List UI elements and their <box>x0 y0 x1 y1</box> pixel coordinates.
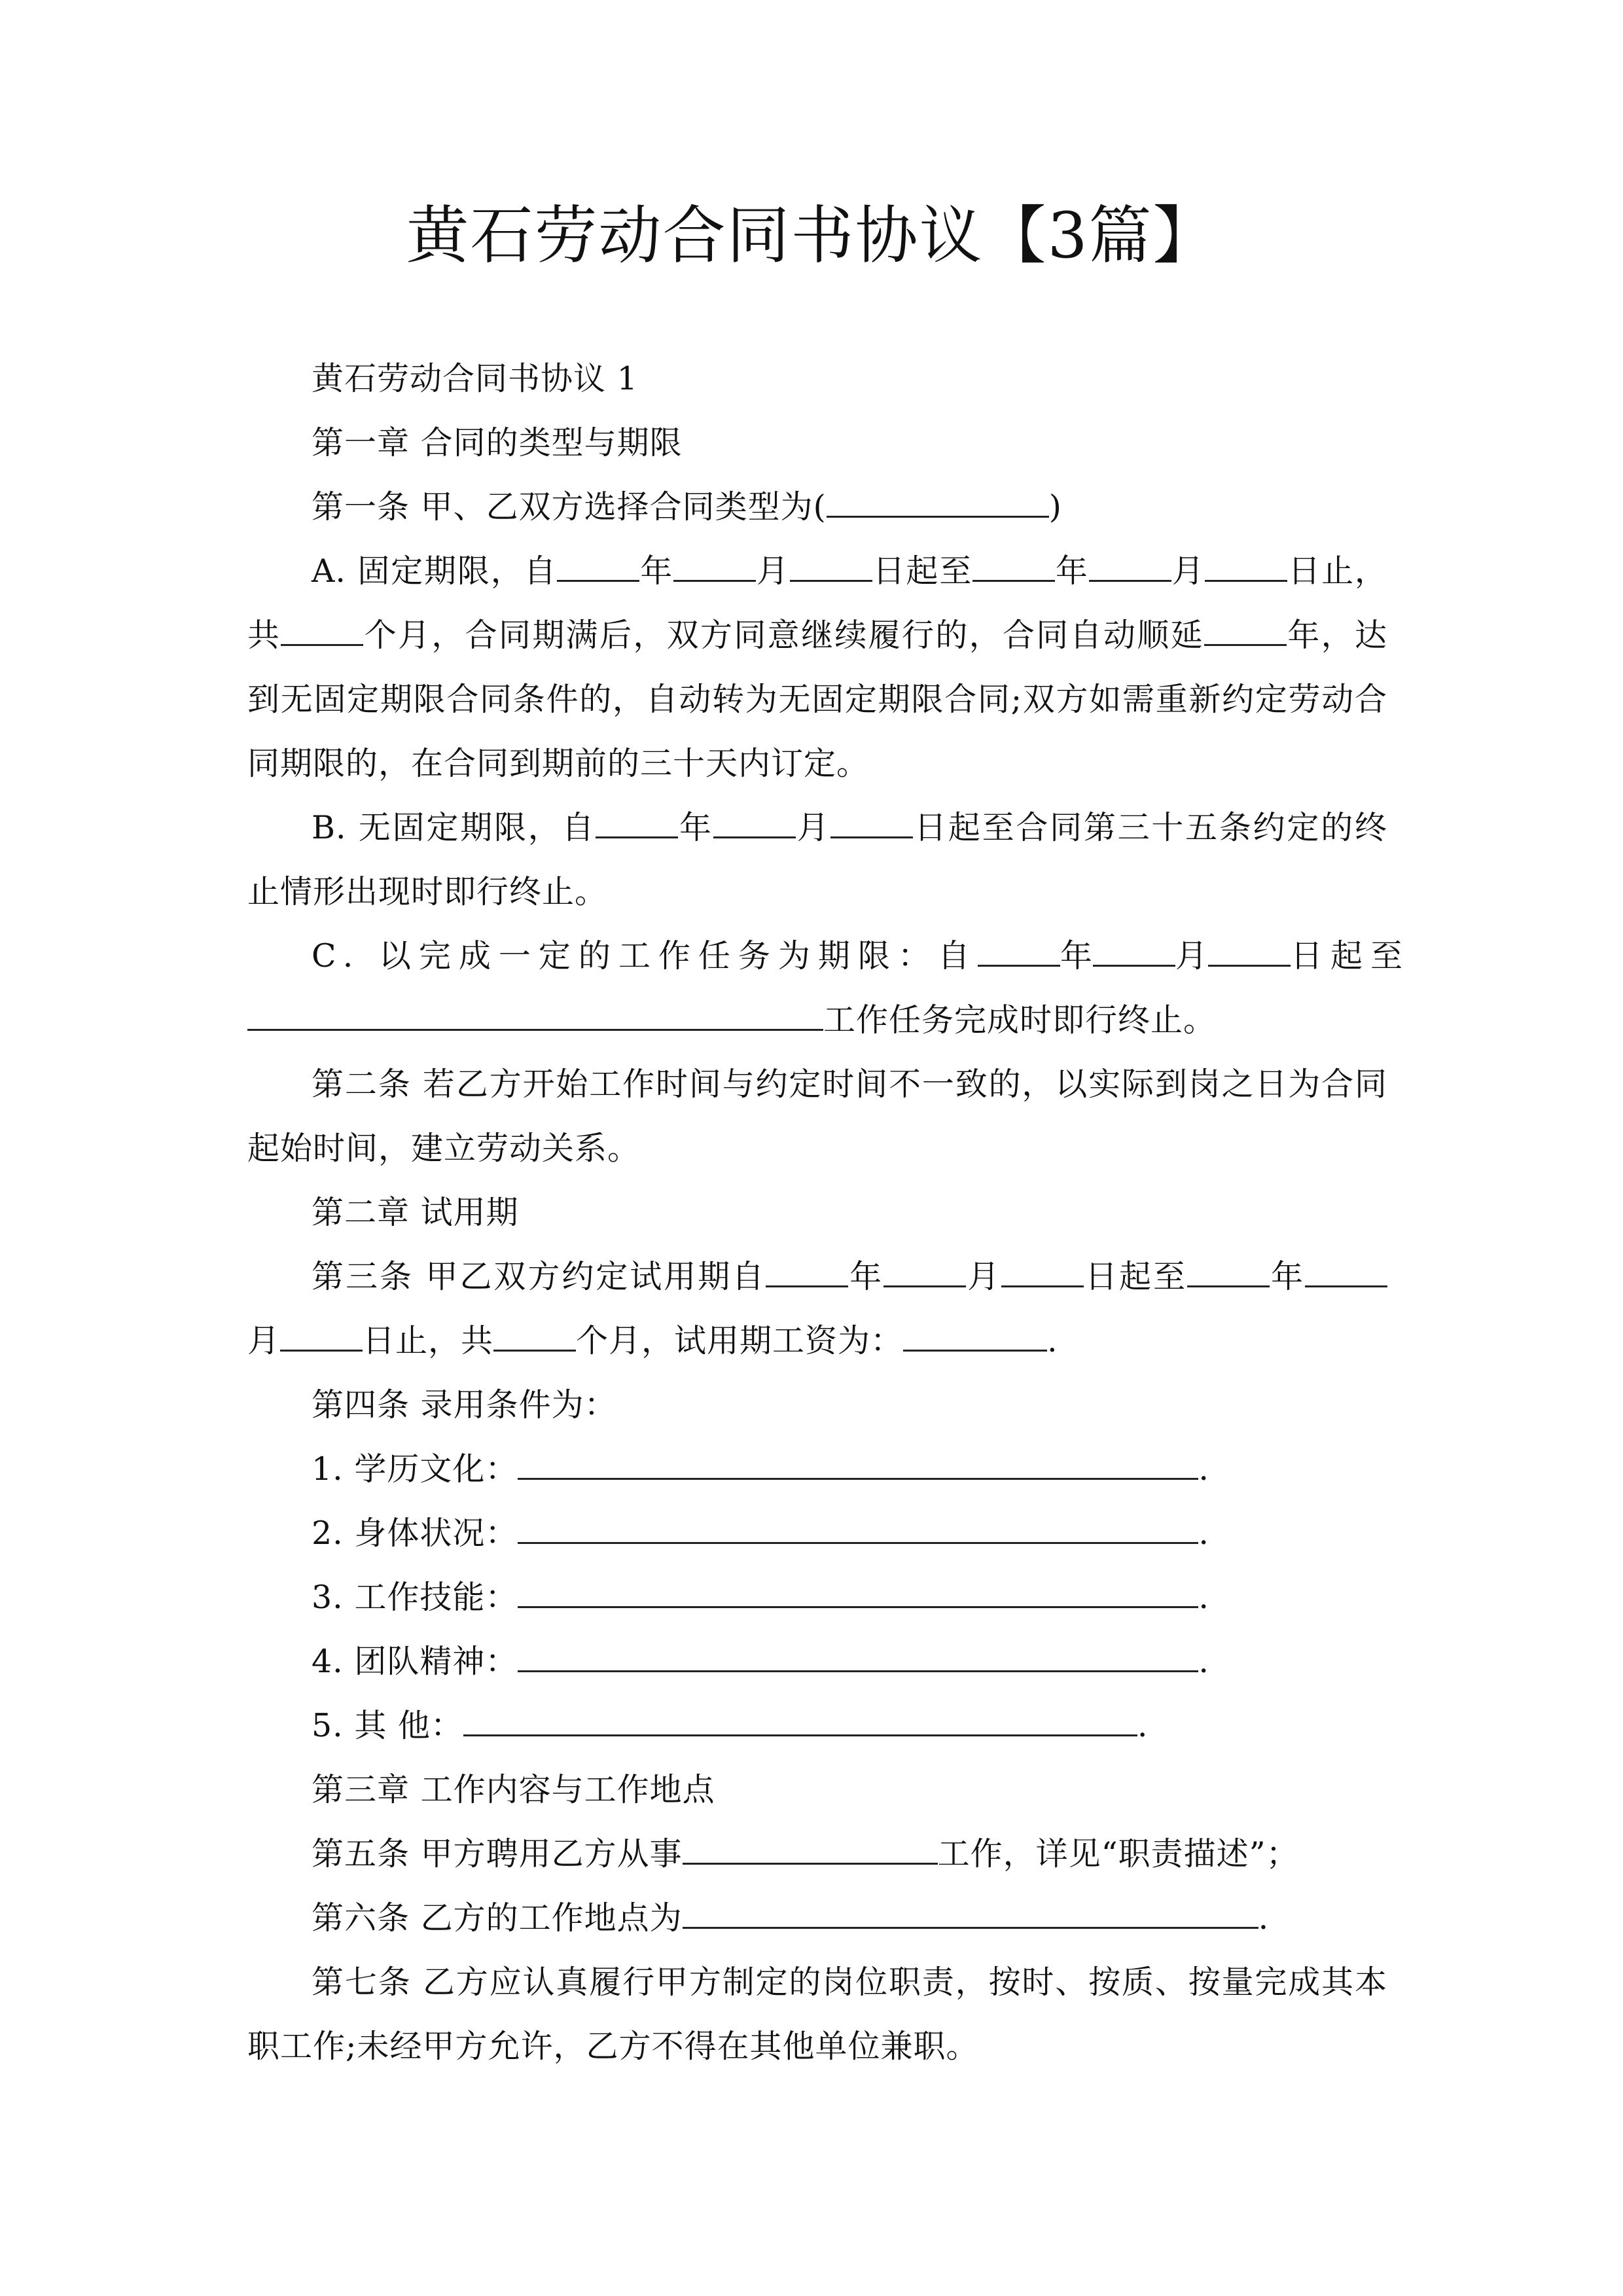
fill-blank[interactable] <box>557 549 639 582</box>
condition-blank[interactable] <box>518 1511 1198 1544</box>
contract-type-blank[interactable] <box>827 485 1049 518</box>
condition-blank[interactable] <box>518 1447 1198 1480</box>
fill-blank[interactable] <box>978 934 1060 967</box>
condition-item: 2. 身体状况： . <box>247 1501 1387 1566</box>
chapter-heading: 第二章 试用期 <box>312 1194 519 1231</box>
condition-item: 1. 学历文化： . <box>247 1437 1387 1501</box>
article-7: 第七条 乙方应认真履行甲方制定的岗位职责，按时、按质、按量完成其本职工作;未经甲方允许，乙方不得在其他单位兼职。 <box>247 1964 1387 2065</box>
article-5: 第五条 甲方聘用乙方从事 工作，详见“职责描述”； <box>247 1822 1387 1886</box>
article-3: 第三条 甲乙双方约定试用期自 年 月 日起至 年月 日止，共 个月，试用期工资为： . <box>247 1245 1387 1373</box>
condition-item: 5. 其 他： . <box>247 1694 1387 1758</box>
fill-blank[interactable] <box>830 806 913 838</box>
work-location-blank[interactable] <box>683 1896 1258 1929</box>
condition-item: 3. 工作技能： . <box>247 1566 1387 1630</box>
chapter-heading: 第一章 合同的类型与期限 <box>312 424 683 461</box>
fill-blank[interactable] <box>1001 1255 1084 1287</box>
fill-blank[interactable] <box>673 549 756 582</box>
fill-blank[interactable] <box>1208 934 1291 967</box>
document-body <box>247 347 1410 2079</box>
fill-blank[interactable] <box>280 1319 363 1352</box>
fill-blank[interactable] <box>1204 613 1287 646</box>
fill-blank[interactable] <box>972 549 1055 582</box>
job-blank[interactable] <box>683 1832 938 1865</box>
fill-blank[interactable] <box>1305 1255 1387 1287</box>
article-6: 第六条 乙方的工作地点为 . <box>247 1886 1387 1950</box>
option-b-paragraph: B. 无固定期限，自 年 月 日起至合同第三十五条约定的终止情形出现时即行终止。 <box>247 796 1387 924</box>
option-a-paragraph: A. 固定期限，自 年 月 日起至 年 月 日止，共 个月，合同期满后，双方同意继续履行的，合同自动顺延 年，达到无固定期限合同条件的，自动转为无固定期限合同;双方如需重新约定劳动合同期限的，在合同到期前的三十天内订定。 <box>247 539 1387 796</box>
fill-blank[interactable] <box>1093 934 1175 967</box>
fill-blank[interactable] <box>713 806 796 838</box>
agreement-heading: 黄石劳动合同书协议 1 <box>312 360 638 397</box>
condition-item: 4. 团队精神： . <box>247 1630 1387 1694</box>
fill-blank[interactable] <box>883 1255 966 1287</box>
fill-blank[interactable] <box>596 806 678 838</box>
option-c-continued: 工作任务完成时即行终止。 <box>247 988 1387 1052</box>
fill-blank[interactable] <box>790 549 872 582</box>
fill-blank[interactable] <box>1205 549 1287 582</box>
article-1: 第一条 甲、乙双方选择合同类型为( ) <box>247 475 1387 539</box>
wage-blank[interactable] <box>903 1319 1047 1352</box>
document-title: 黄石劳动合同书协议【3篇】 <box>406 199 1217 272</box>
fill-blank[interactable] <box>1187 1255 1270 1287</box>
option-c-paragraph: C. 以完成一定的工作任务为期限：自 年 月 日起至 <box>247 924 1387 988</box>
task-blank[interactable] <box>247 998 823 1031</box>
fill-blank[interactable] <box>1089 549 1171 582</box>
condition-blank[interactable] <box>518 1575 1198 1608</box>
article-4: 第四条 录用条件为： <box>312 1386 617 1424</box>
condition-blank[interactable] <box>518 1640 1198 1672</box>
fill-blank[interactable] <box>766 1255 848 1287</box>
condition-blank[interactable] <box>463 1704 1137 1736</box>
chapter-heading: 第三章 工作内容与工作地点 <box>312 1771 715 1808</box>
fill-blank[interactable] <box>493 1319 576 1352</box>
article-2: 第二条 若乙方开始工作时间与约定时间不一致的，以实际到岗之日为合同起始时间，建立劳动关系。 <box>247 1066 1387 1167</box>
fill-blank[interactable] <box>281 613 363 646</box>
